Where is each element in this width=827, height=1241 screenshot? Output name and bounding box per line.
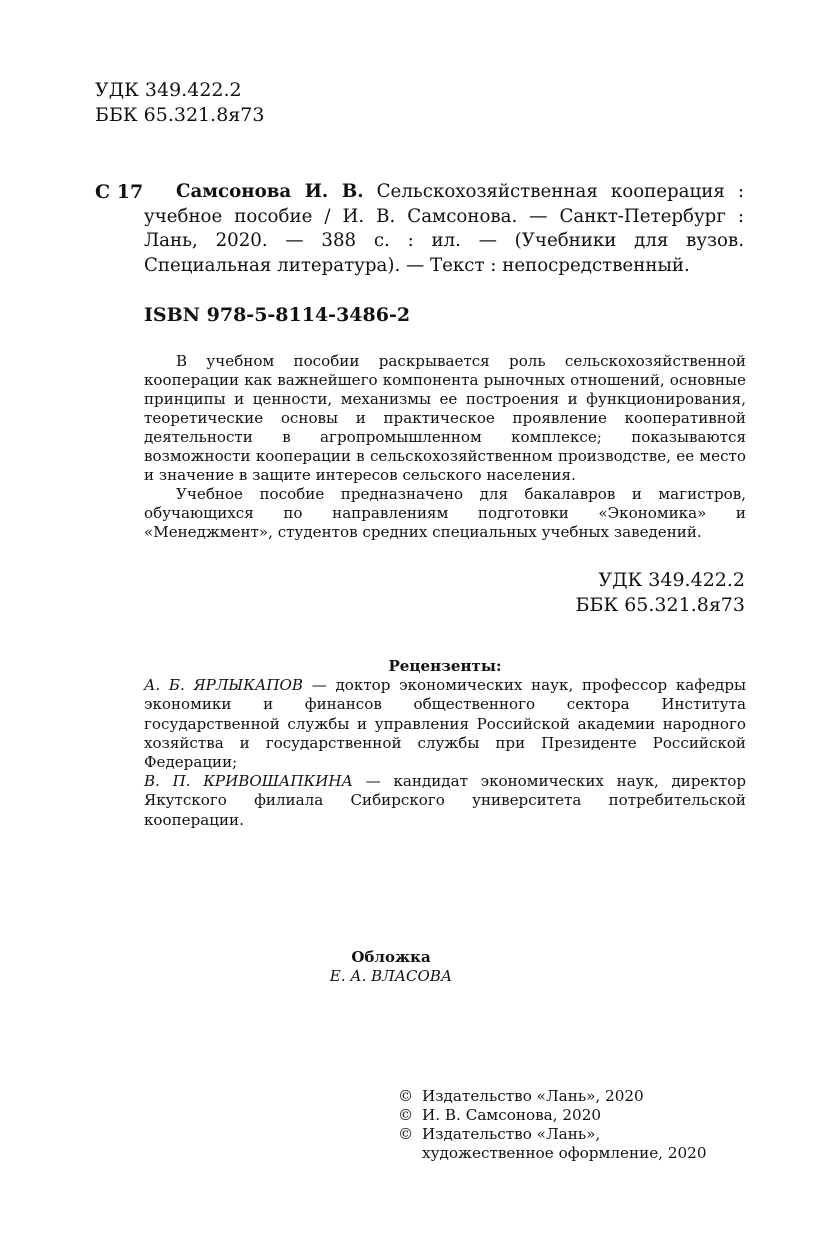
annotation-paragraph: Учебное пособие предназначено для бакалавров и магистров, обучающихся по направлениям подготовки «Экономика» и «Менеджмент», студентов средних специальных учебных заведений. (144, 485, 746, 541)
entry-text: Сельскохозяйственная кооперация : учебное пособие / И. В. Самсонова. — Санкт-Петербург : Лань, 2020. — 388 с. : ил. — (Учебники для вузов. Специальная литература). — Текст : непосредственный. (144, 181, 744, 276)
copyright-block (398, 1087, 728, 1163)
copyright-line (398, 1125, 728, 1163)
reviewers-section (144, 657, 746, 830)
bibliographic-description (144, 180, 744, 278)
entry-author: Самсонова И. В. (176, 181, 364, 202)
reviewer (144, 676, 746, 772)
cover-title: Обложка (351, 948, 431, 966)
copyright-icon: © (398, 1125, 414, 1143)
cover-credit (144, 948, 638, 986)
annotation (144, 352, 746, 542)
udk-bbk-footer (576, 568, 745, 618)
reviewer (144, 772, 746, 830)
bbk-code: ББК 65.321.8я73 (95, 104, 265, 126)
udk-code: УДК 349.422.2 (598, 569, 745, 591)
cover-designer: Е. А. ВЛАСОВА (329, 967, 453, 985)
annotation-paragraph: В учебном пособии раскрывается роль сельскохозяйственной кооперации как важнейшего компонента рыночных отношений, основные принципы и ценности, механизмы ее построения и функционирования, теоретические основы и практическое проявление кооперативной деятельности в агропромышленном комплексе; показываются возможности кооперации в сельскохозяйственном производстве, ее место и значение в защите интересов сельского населения. (144, 352, 746, 484)
copyright-text: И. В. Самсонова, 2020 (422, 1106, 602, 1124)
copyright-line (398, 1087, 728, 1106)
copyright-text: Издательство «Лань», 2020 (422, 1087, 644, 1105)
copyright-icon: © (398, 1106, 414, 1124)
copyright-text: Издательство «Лань», художественное оформление, 2020 (422, 1125, 707, 1162)
author-sign: С 17 (95, 181, 144, 203)
udk-bbk-header (95, 78, 264, 128)
bbk-code: ББК 65.321.8я73 (575, 594, 745, 616)
copyright-line (398, 1106, 728, 1125)
isbn: ISBN 978-5-8114-3486-2 (144, 304, 411, 326)
reviewer-name: В. П. КРИВОШАПКИНА (144, 772, 353, 791)
udk-code: УДК 349.422.2 (95, 79, 242, 101)
reviewers-title: Рецензенты: (388, 657, 502, 675)
copyright-icon: © (398, 1087, 414, 1105)
reviewer-description: — доктор экономических наук, профессор кафедры экономики и финансов общественного сектора Института государственной службы и управления Российской академии народного хозяйства и государственной службы при Президенте Российской Федерации; (144, 676, 746, 772)
reviewer-description: — кандидат экономических наук, директор Якутского филиала Сибирского университета потребительской кооперации. (144, 772, 746, 829)
reviewer-name: А. Б. ЯРЛЫКАПОВ (144, 676, 304, 695)
